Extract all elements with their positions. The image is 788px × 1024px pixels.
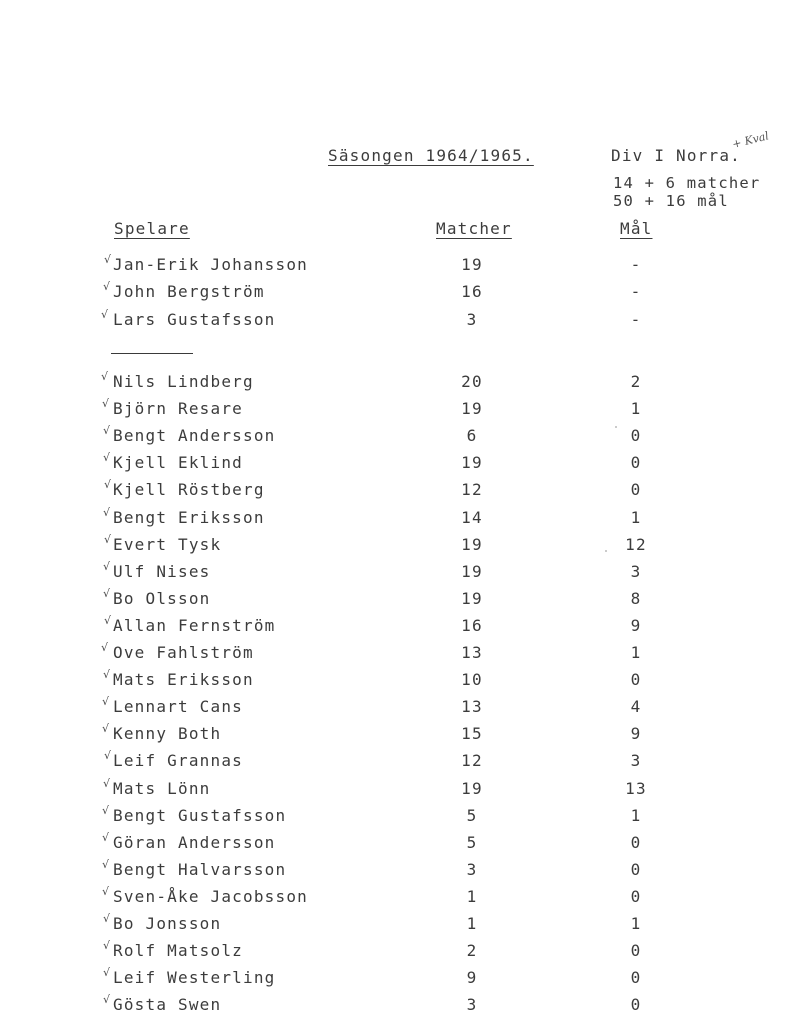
player-name: Ulf Nises xyxy=(113,562,211,581)
goals-cell: 0 xyxy=(630,968,642,987)
player-name: Gösta Swen xyxy=(113,995,222,1014)
check-mark-icon: √ xyxy=(103,777,112,790)
player-name: Bengt Andersson xyxy=(113,426,276,445)
matches-cell: 3 xyxy=(466,860,478,879)
goals-cell: 0 xyxy=(630,860,642,879)
matches-cell: 5 xyxy=(466,806,478,825)
table-row xyxy=(0,643,788,667)
matches-cell: 13 xyxy=(461,697,483,716)
goals-cell: 13 xyxy=(625,779,647,798)
table-row xyxy=(0,968,788,992)
table-row xyxy=(0,399,788,423)
division-label: Div I Norra. xyxy=(611,146,741,165)
check-mark-icon: √ xyxy=(103,966,112,979)
check-mark-icon: √ xyxy=(101,641,110,654)
check-mark-icon: √ xyxy=(103,424,112,437)
goals-cell: 1 xyxy=(630,806,642,825)
check-mark-icon: √ xyxy=(103,451,112,464)
table-row xyxy=(0,562,788,586)
goals-cell: 1 xyxy=(630,643,642,662)
player-name: Mats Lönn xyxy=(113,779,211,798)
column-header-player: Spelare xyxy=(114,219,190,238)
column-header-matches: Matcher xyxy=(436,219,512,238)
goals-cell: 9 xyxy=(630,724,642,743)
check-mark-icon: √ xyxy=(104,749,113,762)
goals-cell: 12 xyxy=(625,535,647,554)
matches-cell: 12 xyxy=(461,480,483,499)
goals-cell: 0 xyxy=(630,995,642,1014)
matches-cell: 3 xyxy=(466,995,478,1014)
table-row xyxy=(0,670,788,694)
player-name: Leif Westerling xyxy=(113,968,276,987)
scan-speck xyxy=(615,426,617,428)
goals-cell: - xyxy=(630,282,642,301)
player-name: Allan Fernström xyxy=(113,616,276,635)
player-name: Bo Olsson xyxy=(113,589,211,608)
table-row xyxy=(0,480,788,504)
table-row xyxy=(0,941,788,965)
summary-goals: 50 + 16 mål xyxy=(613,192,729,210)
check-mark-icon: √ xyxy=(104,614,113,627)
goals-cell: 1 xyxy=(630,914,642,933)
player-name: Björn Resare xyxy=(113,399,243,418)
check-mark-icon: √ xyxy=(103,506,112,519)
matches-cell: 5 xyxy=(466,833,478,852)
player-name: Kenny Both xyxy=(113,724,222,743)
scan-speck xyxy=(605,550,607,552)
goals-cell: - xyxy=(630,310,642,329)
goals-cell: 3 xyxy=(630,751,642,770)
check-mark-icon: √ xyxy=(102,695,111,708)
table-row xyxy=(0,453,788,477)
matches-cell: 19 xyxy=(461,589,483,608)
matches-cell: 19 xyxy=(461,562,483,581)
player-name: Sven-Åke Jacobsson xyxy=(113,887,308,906)
matches-cell: 19 xyxy=(461,535,483,554)
check-mark-icon: √ xyxy=(103,993,112,1006)
table-row xyxy=(0,426,788,450)
table-row xyxy=(0,616,788,640)
check-mark-icon: √ xyxy=(102,831,111,844)
table-row xyxy=(0,255,788,279)
matches-cell: 15 xyxy=(461,724,483,743)
goals-cell: 0 xyxy=(630,480,642,499)
matches-cell: 16 xyxy=(461,616,483,635)
matches-cell: 1 xyxy=(466,914,478,933)
player-name: Nils Lindberg xyxy=(113,372,254,391)
check-mark-icon: √ xyxy=(103,280,112,293)
matches-cell: 10 xyxy=(461,670,483,689)
matches-cell: 20 xyxy=(461,372,483,391)
player-name: Rolf Matsolz xyxy=(113,941,243,960)
table-row xyxy=(0,995,788,1019)
table-row xyxy=(0,589,788,613)
player-name: Bo Jonsson xyxy=(113,914,222,933)
table-row xyxy=(0,833,788,857)
goals-cell: 8 xyxy=(630,589,642,608)
section-divider xyxy=(111,353,193,354)
matches-cell: 14 xyxy=(461,508,483,527)
check-mark-icon: √ xyxy=(102,397,111,410)
season-title: Säsongen 1964/1965. xyxy=(328,146,534,165)
matches-cell: 19 xyxy=(461,453,483,472)
goals-cell: 2 xyxy=(630,372,642,391)
table-row xyxy=(0,535,788,559)
table-row xyxy=(0,310,788,334)
table-row xyxy=(0,914,788,938)
goals-cell: 3 xyxy=(630,562,642,581)
player-name: Göran Andersson xyxy=(113,833,276,852)
player-name: Jan-Erik Johansson xyxy=(113,255,308,274)
table-row xyxy=(0,372,788,396)
goals-cell: 1 xyxy=(630,508,642,527)
check-mark-icon: √ xyxy=(101,370,110,383)
table-row xyxy=(0,508,788,532)
goals-cell: 0 xyxy=(630,453,642,472)
matches-cell: 2 xyxy=(466,941,478,960)
player-name: John Bergström xyxy=(113,282,265,301)
check-mark-icon: √ xyxy=(103,668,112,681)
check-mark-icon: √ xyxy=(103,560,112,573)
table-row xyxy=(0,697,788,721)
table-row xyxy=(0,282,788,306)
goals-cell: 1 xyxy=(630,399,642,418)
table-row xyxy=(0,724,788,748)
matches-cell: 6 xyxy=(466,426,478,445)
matches-cell: 19 xyxy=(461,779,483,798)
check-mark-icon: √ xyxy=(102,885,111,898)
player-name: Lars Gustafsson xyxy=(113,310,276,329)
player-name: Bengt Eriksson xyxy=(113,508,265,527)
handwritten-kval-note: + Kval xyxy=(730,129,771,151)
goals-cell: 4 xyxy=(630,697,642,716)
matches-cell: 12 xyxy=(461,751,483,770)
check-mark-icon: √ xyxy=(104,478,113,491)
player-name: Ove Fahlström xyxy=(113,643,254,662)
check-mark-icon: √ xyxy=(102,722,111,735)
check-mark-icon: √ xyxy=(102,858,111,871)
goals-cell: - xyxy=(630,255,642,274)
matches-cell: 13 xyxy=(461,643,483,662)
goals-cell: 0 xyxy=(630,941,642,960)
goals-cell: 0 xyxy=(630,887,642,906)
matches-cell: 19 xyxy=(461,255,483,274)
table-row xyxy=(0,860,788,884)
check-mark-icon: √ xyxy=(104,253,113,266)
check-mark-icon: √ xyxy=(102,804,111,817)
column-header-goals: Mål xyxy=(620,219,653,238)
check-mark-icon: √ xyxy=(101,308,110,321)
table-row xyxy=(0,779,788,803)
table-row xyxy=(0,887,788,911)
check-mark-icon: √ xyxy=(103,912,112,925)
matches-cell: 16 xyxy=(461,282,483,301)
player-name: Kjell Eklind xyxy=(113,453,243,472)
table-row xyxy=(0,751,788,775)
player-name: Leif Grannas xyxy=(113,751,243,770)
check-mark-icon: √ xyxy=(103,939,112,952)
goals-cell: 9 xyxy=(630,616,642,635)
matches-cell: 9 xyxy=(466,968,478,987)
matches-cell: 19 xyxy=(461,399,483,418)
player-name: Evert Tysk xyxy=(113,535,222,554)
player-name: Lennart Cans xyxy=(113,697,243,716)
player-name: Bengt Gustafsson xyxy=(113,806,287,825)
check-mark-icon: √ xyxy=(103,587,112,600)
goals-cell: 0 xyxy=(630,670,642,689)
check-mark-icon: √ xyxy=(104,533,113,546)
table-row xyxy=(0,806,788,830)
player-name: Mats Eriksson xyxy=(113,670,254,689)
player-name: Bengt Halvarsson xyxy=(113,860,287,879)
matches-cell: 1 xyxy=(466,887,478,906)
matches-cell: 3 xyxy=(466,310,478,329)
summary-matches: 14 + 6 matcher xyxy=(613,174,761,192)
goals-cell: 0 xyxy=(630,426,642,445)
goals-cell: 0 xyxy=(630,833,642,852)
player-name: Kjell Röstberg xyxy=(113,480,265,499)
